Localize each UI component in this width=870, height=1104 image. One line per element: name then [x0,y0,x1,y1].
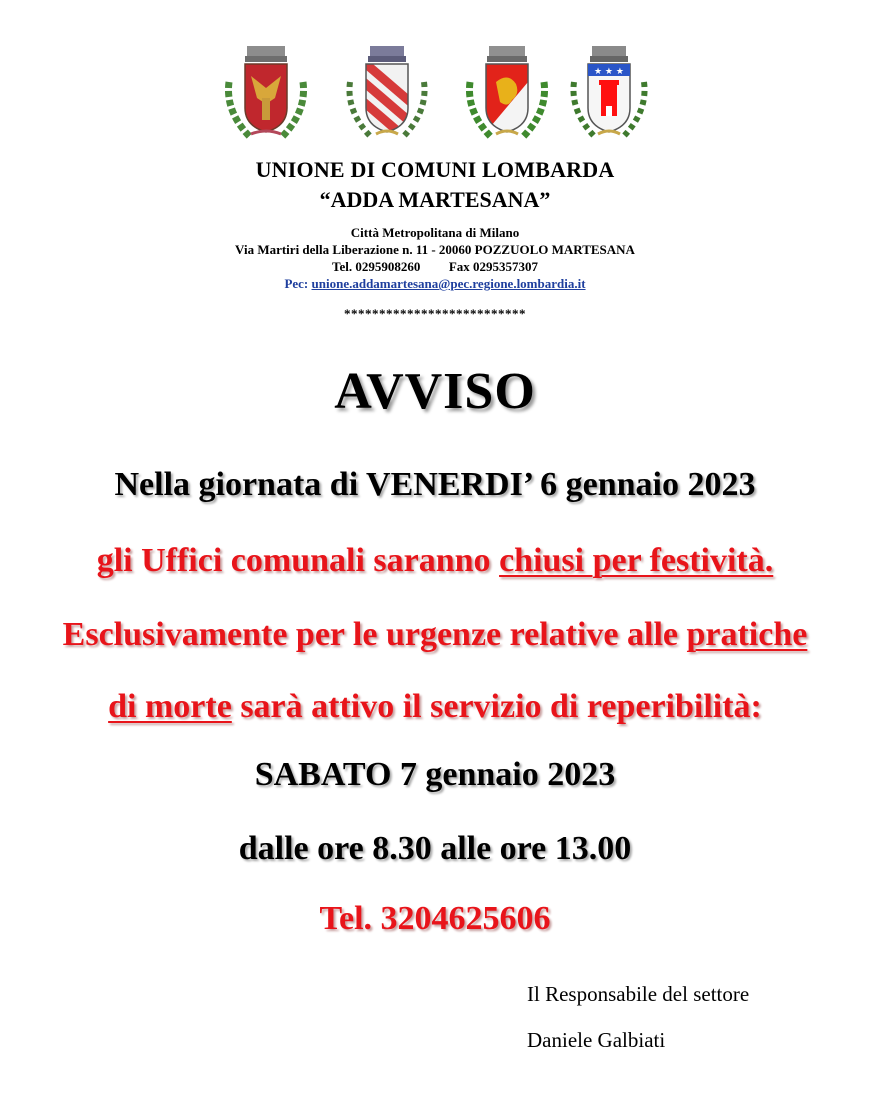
crest-stripes-icon [342,42,432,146]
signature-role: Il Responsabile del settore [527,982,750,1006]
notice-service-hours: dalle ore 8.30 alle ore 13.00 [238,830,632,867]
crest-lion-icon [462,42,552,146]
service-text: sarà attivo il servizio di reperibilità: [231,688,762,725]
notice-service-date: SABATO 7 gennaio 2023 [254,756,616,793]
crest-eagle-icon [221,42,311,146]
notice-line-closure [0,542,870,580]
crests-row [0,42,870,150]
org-contacts [0,258,870,275]
notice-phone: Tel. 3204625606 [319,900,551,937]
org-subname: “ADDA MARTESANA” [319,187,551,212]
org-address: Via Martiri della Liberazione n. 11 - 20060 POZZUOLO MARTESANA [235,242,635,257]
notice-title: AVVISO [334,363,536,420]
urgencies-emphasis: pratiche [686,616,808,653]
closure-text: gli Uffici comunali saranno [96,542,500,579]
separator: ************************** [344,306,526,321]
crest-tower-icon [564,42,654,146]
pec-label: Pec: [284,276,309,291]
urgencies-text: Esclusivamente per le urgenze relative alle [62,616,687,653]
closure-emphasis: chiusi per festività. [499,542,774,579]
service-emphasis: di morte [108,688,232,725]
notice-line-date: Nella giornata di VENERDI’ 6 gennaio 2023 [114,466,756,503]
notice-line-urgencies [0,616,870,654]
pec-email-link[interactable]: unione.addamartesana@pec.regione.lombardia.it [311,276,586,291]
org-city: Città Metropolitana di Milano [350,225,520,240]
svg-text:★ ★ ★: ★ ★ ★ [594,67,624,77]
fax-text: Fax 0295357307 [448,259,539,274]
pec-line [0,275,870,292]
notice-line-service [0,688,870,726]
tel-text: Tel. 0295908260 [331,259,421,274]
signature-name: Daniele Galbiati [527,1028,666,1052]
org-name: UNIONE DI COMUNI LOMBARDA [255,157,615,182]
